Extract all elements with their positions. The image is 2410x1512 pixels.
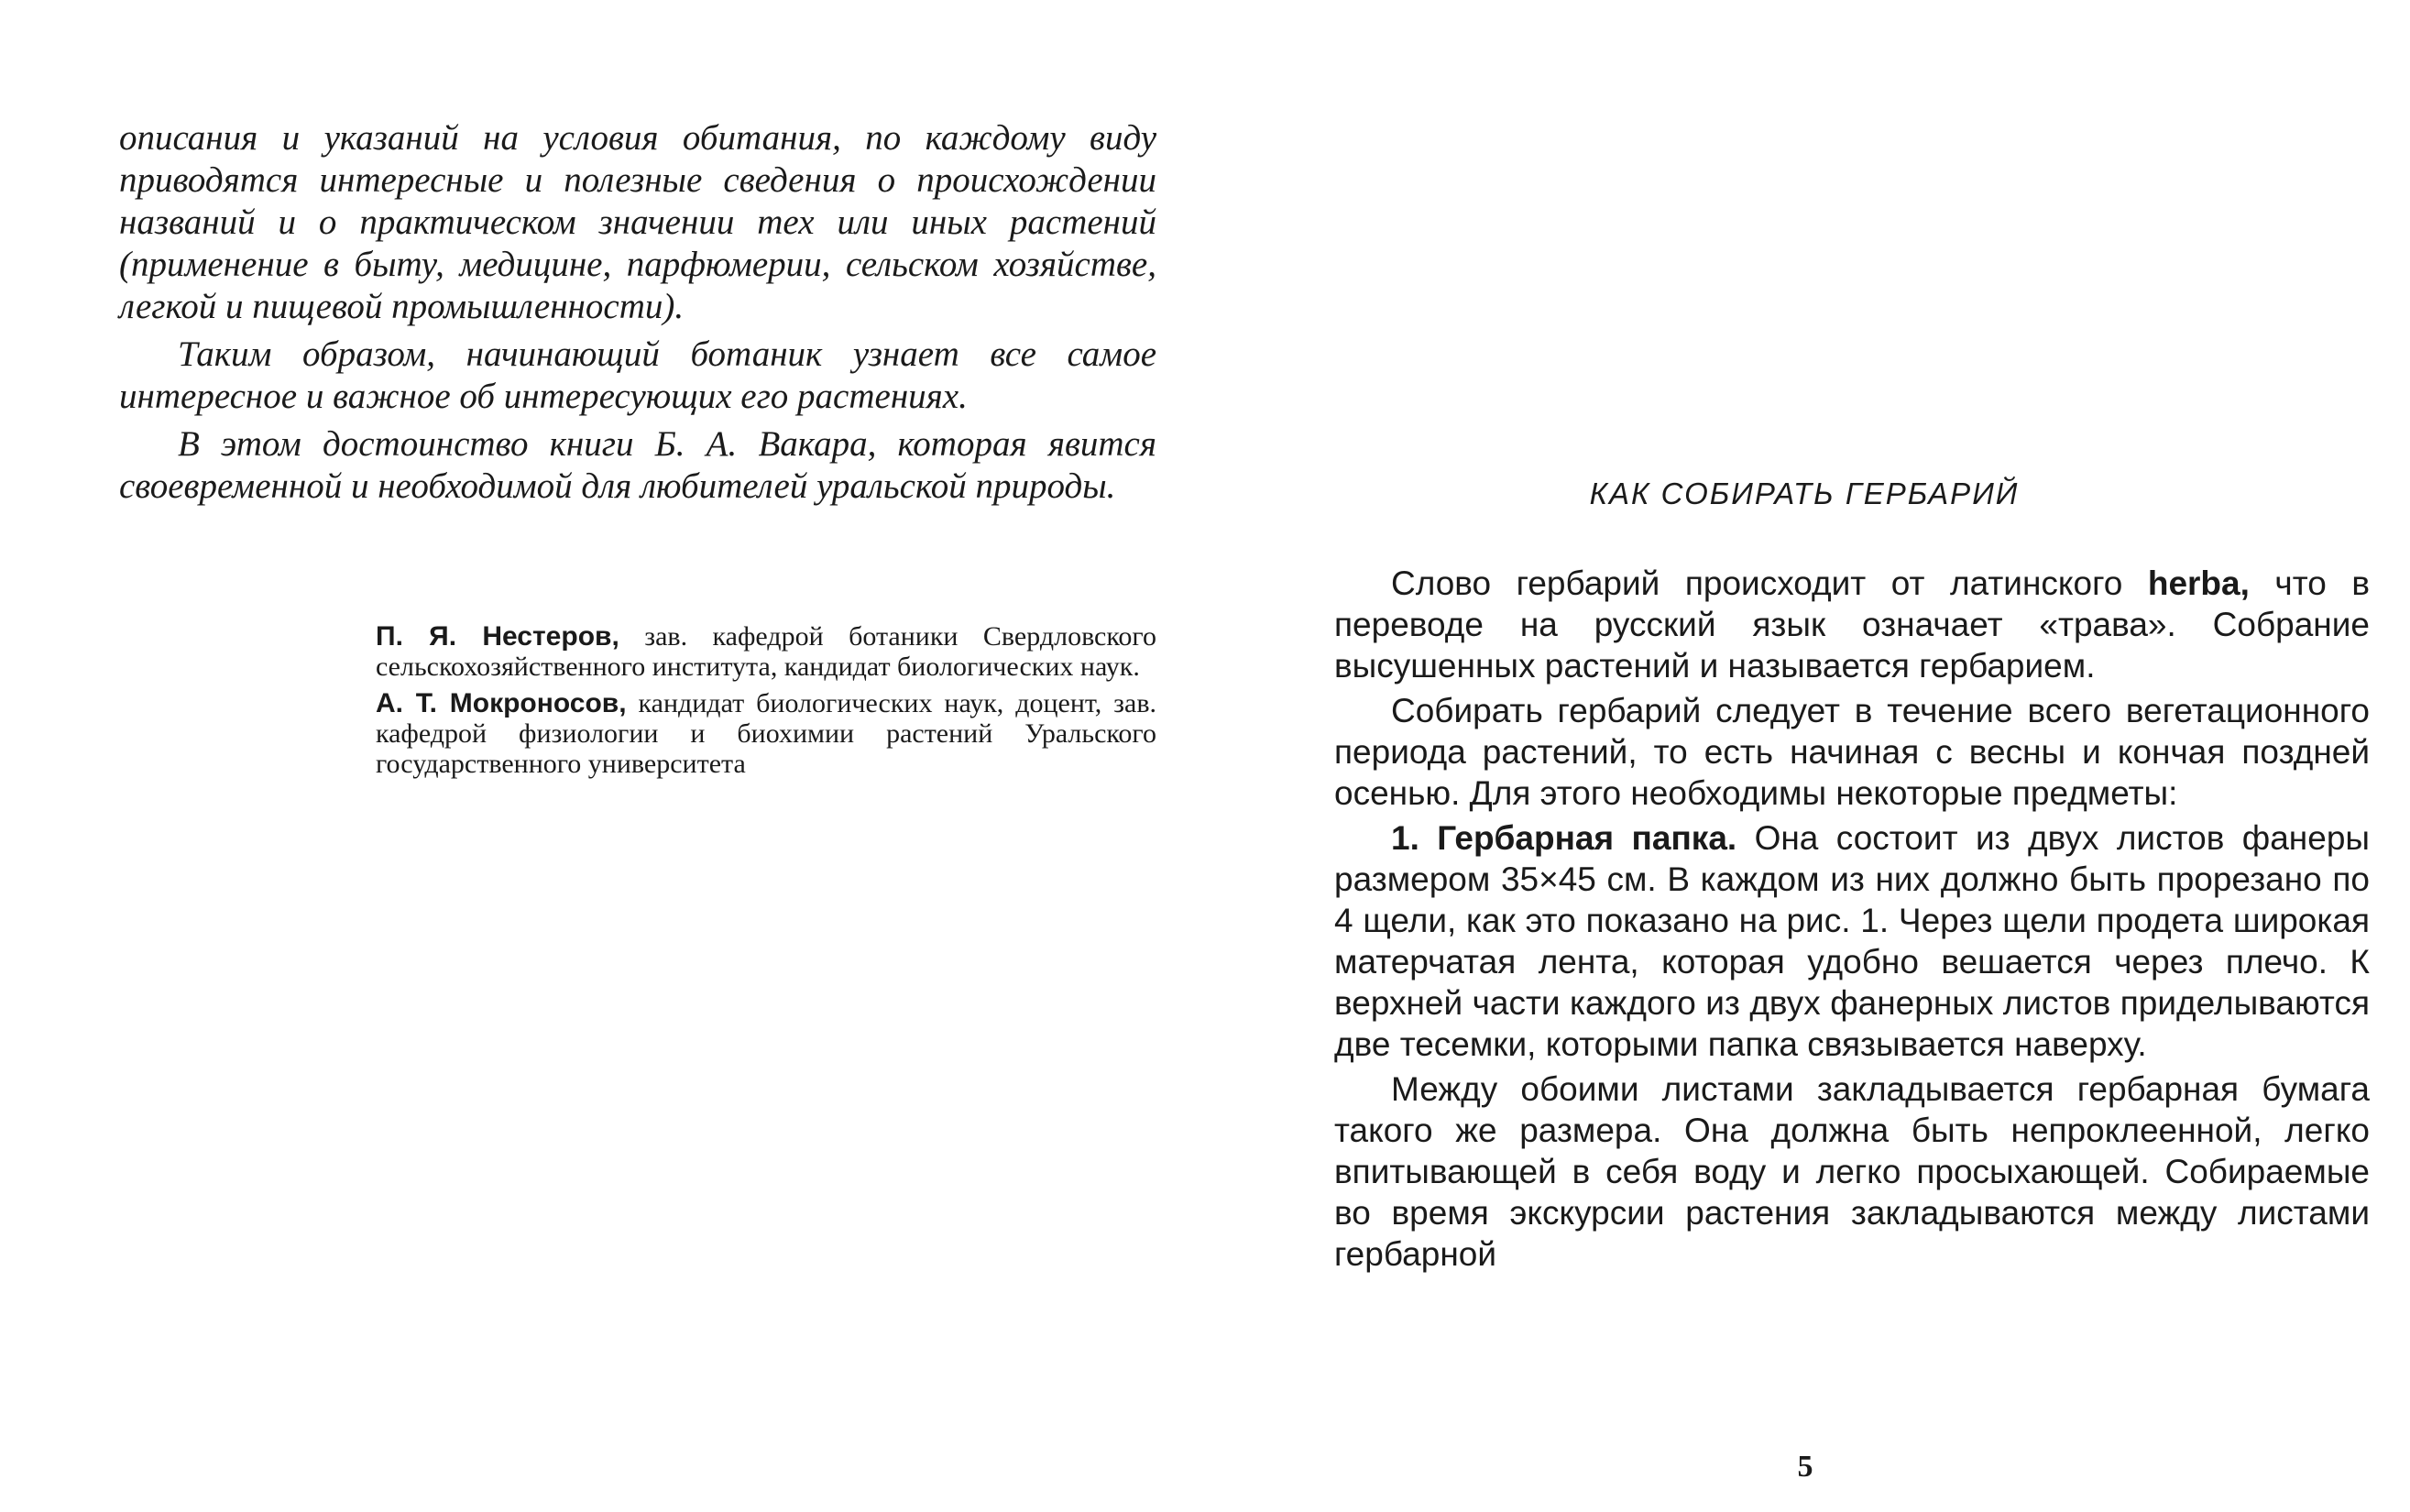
text-run: Слово гербарий происходит от латинского	[1391, 564, 2148, 602]
signature-name: А. Т. Мокроносов,	[376, 688, 627, 718]
preface-text	[119, 117, 1156, 513]
body-paragraph-3	[1334, 817, 2370, 1065]
signature-nesterov	[376, 621, 1156, 682]
body-paragraph-2: Собирать гербарий следует в течение всего вегетационного периода растений, то есть начиная с весны и кончая поздней осенью. Для этого необходимы некоторые предметы:	[1334, 692, 2370, 812]
text-run: Она состоит из двух листов фанеры размером 35×45 см. В каждом из них должно быть прорезано по 4 щели, как это показано на рис. 1. Через щели продета широкая матерчатая лента, которая удобно вешается через плечо. К верхней части каждого из двух фанерных листов приделываются две тесемки, которыми папка связывается наверху.	[1334, 819, 2370, 1063]
signature-details: кандидат биологических наук, доцент, зав. кафедрой физиологии и биохимии растений Уральского государственного университета	[376, 688, 1157, 779]
page-number: 5	[1797, 1450, 1813, 1484]
signature-mokronosov	[376, 688, 1156, 779]
text-run: что в переводе на русский язык означает «трава». Собрание высушенных растений и называется гербарием.	[1334, 564, 2370, 685]
item-title: 1. Гербарная папка.	[1391, 819, 1737, 857]
preface-paragraph-2: Таким образом, начинающий ботаник узнает все самое интересное и важное об интересующих его растениях.	[119, 334, 1156, 416]
right-page	[1200, 0, 2410, 1512]
body-paragraph-4: Между обоими листами закладывается гербарная бумага такого же размера. Она должна быть непроклеенной, легко впитывающей в себя воду и легко просыхающей. Собираемые во время экскурсии растения закладываются между листами гербарной	[1334, 1070, 2370, 1273]
left-page	[0, 0, 1200, 1512]
preface-paragraph-1: описания и указаний на условия обитания, по каждому виду приводятся интересные и полезные сведения о происхождении названий и о практическом значении тех или иных растений (применение в быту, медицине, парфюмерии, сельском хозяйстве, легкой и пищевой промышленности).	[119, 118, 1156, 326]
section-heading: КАК СОБИРАТЬ ГЕРБАРИЙ	[1589, 477, 2020, 510]
latin-term: herba,	[2147, 564, 2250, 602]
section-body	[1334, 563, 2370, 1278]
preface-paragraph-3: В этом достоинство книги Б. А. Вакара, которая явится своевременной и необходимой для любителей уральской природы.	[119, 424, 1156, 506]
body-paragraph-1	[1334, 563, 2370, 686]
reviewer-signatures	[376, 621, 1156, 785]
signature-name: П. Я. Нестеров,	[376, 621, 619, 652]
signature-details: зав. кафедрой ботаники Свердловского сельскохозяйственного института, кандидат биологических наук.	[376, 621, 1156, 682]
